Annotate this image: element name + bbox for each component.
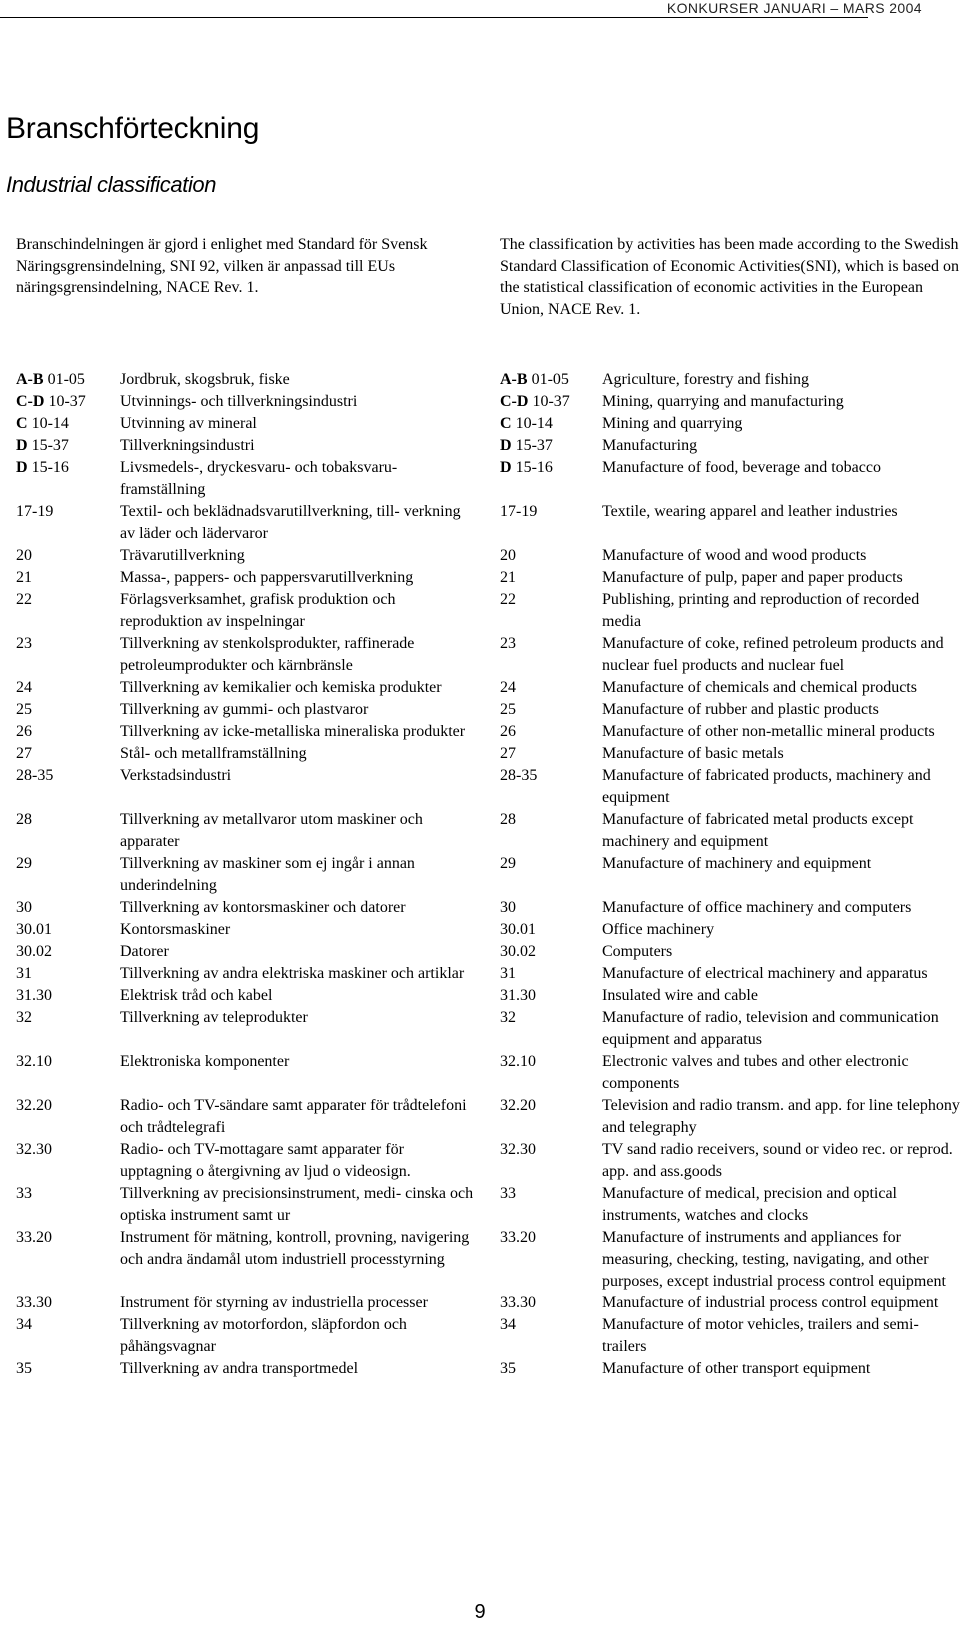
classification-row-sv: [16, 369, 476, 391]
classification-code: [500, 985, 602, 1007]
classification-row-sv: [16, 545, 476, 567]
classification-description: Electronic valves and tubes and other electronic components: [602, 1053, 909, 1092]
classification-description: Instrument för mätning, kontroll, provning, navigering och andra ändamål utom industriell processtyrning: [120, 1229, 470, 1268]
classification-row-en: [500, 1183, 960, 1227]
code-letter: A-B: [500, 371, 528, 388]
classification-row-sv: [16, 809, 476, 853]
code-number: 23: [16, 635, 32, 652]
classification-description: Tillverkning av kemikalier och kemiska produkter: [120, 679, 442, 696]
code-number: 30.02: [500, 943, 536, 960]
code-number: 10-37: [48, 393, 86, 410]
code-number: 27: [16, 745, 32, 762]
code-number: 28-35: [16, 767, 54, 784]
classification-description: Manufacture of medical, precision and optical instruments, watches and clocks: [602, 1185, 897, 1224]
classification-description: Instrument för styrning av industriella processer: [120, 1294, 428, 1311]
code-number: 31: [16, 965, 32, 982]
classification-code: [16, 853, 120, 897]
classification-code: [500, 1183, 602, 1227]
code-number: 15-16: [31, 459, 69, 476]
classification-code: [500, 743, 602, 765]
classification-description: Utvinning av mineral: [120, 415, 257, 432]
classification-code: [16, 985, 120, 1007]
classification-code: [500, 567, 602, 589]
code-number: 30.01: [16, 921, 52, 938]
classification-description: Tillverkning av motorfordon, släpfordon och påhängsvagnar: [120, 1316, 407, 1355]
code-number: 32.30: [16, 1141, 52, 1158]
page-number: 9: [474, 1601, 486, 1623]
classification-description: Elektrisk tråd och kabel: [120, 987, 273, 1004]
classification-code: [16, 1051, 120, 1095]
classification-code: [500, 853, 602, 897]
code-number: 31.30: [500, 987, 536, 1004]
classification-code: [16, 369, 120, 391]
classification-code: [500, 457, 602, 501]
code-number: 15-37: [515, 437, 553, 454]
classification-code: [16, 435, 120, 457]
classification-description: Manufacture of motor vehicles, trailers and semi-trailers: [602, 1316, 919, 1355]
classification-row-en: [500, 721, 960, 743]
code-number: 25: [500, 701, 516, 718]
code-number: 01-05: [47, 371, 85, 388]
classification-row-en: [500, 413, 960, 435]
classification-description: Manufacture of industrial process control equipment: [602, 1294, 939, 1311]
classification-description: Massa-, pappers- och pappersvarutillverkning: [120, 569, 414, 586]
classification-code: [16, 1183, 120, 1227]
classification-code: [16, 1139, 120, 1183]
code-number: 22: [500, 591, 516, 608]
code-number: 30.01: [500, 921, 536, 938]
code-number: 33.20: [500, 1229, 536, 1246]
classification-row-en: [500, 809, 960, 853]
classification-code: [16, 567, 120, 589]
classification-row-sv: [16, 1007, 476, 1051]
classification-row-en: [500, 963, 960, 985]
classification-description: Mining and quarrying: [602, 415, 743, 432]
classification-row-en: [500, 435, 960, 457]
code-number: 30.02: [16, 943, 52, 960]
code-number: 20: [500, 547, 516, 564]
code-letter: D: [16, 459, 28, 476]
classification-description: Manufacture of fabricated metal products except machinery and equipment: [602, 811, 914, 850]
classification-description: Manufacture of other non-metallic mineral products: [602, 723, 935, 740]
classification-row-en: [500, 1292, 960, 1314]
classification-description: Computers: [602, 943, 673, 960]
classification-code: [500, 1314, 602, 1358]
code-number: 28: [16, 811, 32, 828]
classification-code: [500, 1095, 602, 1139]
code-number: 32: [16, 1009, 32, 1026]
classification-description: Publishing, printing and reproduction of recorded media: [602, 591, 920, 630]
header-rule: [0, 17, 868, 18]
code-number: 35: [16, 1360, 32, 1377]
classification-row-sv: [16, 1358, 476, 1380]
classification-description: Verkstadsindustri: [120, 767, 232, 784]
classification-code: [16, 1227, 120, 1292]
code-letter: D: [500, 459, 512, 476]
classification-description: Tillverkning av metallvaror utom maskiner och apparater: [120, 811, 423, 850]
classification-row-sv: [16, 589, 476, 633]
code-letter: C-D: [16, 393, 45, 410]
classification-description: Tillverkning av teleprodukter: [120, 1009, 308, 1026]
code-number: 33.20: [16, 1229, 52, 1246]
classification-code: [500, 369, 602, 391]
code-letter: D: [16, 437, 28, 454]
classification-description: Tillverkning av icke-metalliska mineraliska produkter: [120, 723, 466, 740]
classification-code: [16, 919, 120, 941]
classification-description: Elektroniska komponenter: [120, 1053, 290, 1070]
classification-description: Tillverkning av andra transportmedel: [120, 1360, 359, 1377]
code-number: 17-19: [500, 503, 538, 520]
code-number: 35: [500, 1360, 516, 1377]
classification-row-sv: [16, 435, 476, 457]
classification-code: [500, 1227, 602, 1292]
classification-description: Textil- och beklädnadsvarutillverkning, till- verkning av läder och lädervaror: [120, 503, 461, 542]
classification-description: Office machinery: [602, 921, 715, 938]
classification-description: Radio- och TV-mottagare samt apparater för upptagning o återgivning av ljud o videosign.: [120, 1141, 411, 1180]
classification-row-en: [500, 1314, 960, 1358]
code-letter: A-B: [16, 371, 44, 388]
classification-code: [16, 743, 120, 765]
code-number: 24: [500, 679, 516, 696]
classification-code: [500, 1051, 602, 1095]
classification-row-sv: [16, 1227, 476, 1292]
classification-code: [16, 633, 120, 677]
classification-code: [16, 897, 120, 919]
code-number: 33: [500, 1185, 516, 1202]
code-letter: D: [500, 437, 512, 454]
classification-description: Manufacture of machinery and equipment: [602, 855, 872, 872]
classification-row-sv: [16, 1292, 476, 1314]
code-number: 15-16: [515, 459, 553, 476]
code-number: 32: [500, 1009, 516, 1026]
classification-row-en: [500, 897, 960, 919]
classification-row-en: [500, 853, 960, 897]
code-number: 29: [500, 855, 516, 872]
code-number: 10-14: [31, 415, 69, 432]
classification-row-sv: [16, 853, 476, 897]
classification-description: Trävarutillverkning: [120, 547, 245, 564]
classification-row-sv: [16, 1139, 476, 1183]
classification-row-sv: [16, 1051, 476, 1095]
code-number: 10-14: [515, 415, 553, 432]
classification-row-en: [500, 677, 960, 699]
classification-row-sv: [16, 633, 476, 677]
classification-description: Stål- och metallframställning: [120, 745, 307, 762]
classification-description: Tillverkningsindustri: [120, 437, 255, 454]
code-number: 30: [500, 899, 516, 916]
classification-code: [16, 721, 120, 743]
classification-code: [16, 941, 120, 963]
classification-row-sv: [16, 1183, 476, 1227]
classification-description: Manufacture of food, beverage and tobacco: [602, 459, 881, 476]
classification-description: Agriculture, forestry and fishing: [602, 371, 810, 388]
code-number: 32.10: [500, 1053, 536, 1070]
classification-description: Tillverkning av stenkolsprodukter, raffinerade petroleumprodukter och kärnbränsle: [120, 635, 415, 674]
classification-code: [16, 589, 120, 633]
classification-row-sv: [16, 963, 476, 985]
classification-code: [500, 1007, 602, 1051]
classification-description: Datorer: [120, 943, 169, 960]
classification-description: Manufacture of basic metals: [602, 745, 784, 762]
code-number: 01-05: [531, 371, 569, 388]
code-number: 33.30: [16, 1294, 52, 1311]
classification-code: [500, 1139, 602, 1183]
code-number: 24: [16, 679, 32, 696]
code-number: 28-35: [500, 767, 538, 784]
code-number: 32.30: [500, 1141, 536, 1158]
classification-row-sv: [16, 721, 476, 743]
classification-row-en: [500, 1139, 960, 1183]
classification-code: [500, 413, 602, 435]
classification-description: Radio- och TV-sändare samt apparater för trådtelefoni och trådtelegrafi: [120, 1097, 467, 1136]
code-number: 31.30: [16, 987, 52, 1004]
classification-description: Jordbruk, skogsbruk, fiske: [120, 371, 290, 388]
classification-code: [16, 545, 120, 567]
code-number: 27: [500, 745, 516, 762]
classification-code: [500, 963, 602, 985]
classification-list-swedish: [16, 369, 476, 1380]
classification-code: [500, 589, 602, 633]
classification-row-sv: [16, 897, 476, 919]
classification-description: Manufacture of wood and wood products: [602, 547, 867, 564]
code-number: 26: [500, 723, 516, 740]
classification-row-en: [500, 919, 960, 941]
classification-code: [16, 1314, 120, 1358]
classification-row-sv: [16, 1095, 476, 1139]
code-letter: C: [500, 415, 512, 432]
classification-code: [16, 765, 120, 809]
classification-row-en: [500, 369, 960, 391]
classification-description: Tillverkning av kontorsmaskiner och datorer: [120, 899, 406, 916]
code-number: 33.30: [500, 1294, 536, 1311]
classification-code: [16, 391, 120, 413]
classification-row-sv: [16, 413, 476, 435]
classification-code: [500, 699, 602, 721]
classification-description: Tillverkning av andra elektriska maskiner och artiklar: [120, 965, 465, 982]
classification-row-sv: [16, 457, 476, 501]
classification-code: [16, 699, 120, 721]
classification-row-sv: [16, 699, 476, 721]
classification-code: [500, 1292, 602, 1314]
code-letter: C: [16, 415, 28, 432]
classification-code: [16, 809, 120, 853]
intro-swedish: Branschindelningen är gjord i enlighet med Standard för Svensk Näringsgrensindelning, SNI 92, vilken är anpassad till EUs näringsgrensindelning, NACE Rev. 1.: [16, 236, 428, 296]
classification-row-sv: [16, 743, 476, 765]
code-number: 32.20: [500, 1097, 536, 1114]
page-subtitle: Industrial classification: [6, 172, 217, 197]
classification-row-en: [500, 567, 960, 589]
classification-description: Manufacture of other transport equipment: [602, 1360, 871, 1377]
code-number: 32.10: [16, 1053, 52, 1070]
classification-description: TV sand radio receivers, sound or video rec. or reprod. app. and ass.goods: [602, 1141, 953, 1180]
code-number: 21: [16, 569, 32, 586]
classification-description: Utvinnings- och tillverkningsindustri: [120, 393, 358, 410]
classification-code: [500, 897, 602, 919]
classification-code: [500, 1358, 602, 1380]
classification-description: Manufacture of fabricated products, machinery and equipment: [602, 767, 931, 806]
classification-row-sv: [16, 919, 476, 941]
classification-description: Manufacture of office machinery and computers: [602, 899, 912, 916]
classification-row-sv: [16, 985, 476, 1007]
classification-list-english: [500, 369, 960, 1380]
classification-row-en: [500, 985, 960, 1007]
classification-code: [500, 435, 602, 457]
classification-code: [16, 677, 120, 699]
classification-description: Television and radio transm. and app. for line telephony and telegraphy: [602, 1097, 960, 1136]
classification-row-en: [500, 765, 960, 809]
classification-row-en: [500, 1007, 960, 1051]
classification-description: Manufacture of radio, television and communication equipment and apparatus: [602, 1009, 939, 1048]
classification-row-en: [500, 1227, 960, 1292]
classification-code: [500, 391, 602, 413]
running-header: KONKURSER JANUARI – MARS 2004: [666, 0, 922, 16]
classification-description: Tillverkning av precisionsinstrument, medi- cinska och optiska instrument samt ur: [120, 1185, 474, 1224]
classification-code: [500, 919, 602, 941]
classification-row-en: [500, 501, 960, 545]
code-number: 28: [500, 811, 516, 828]
code-letter: C-D: [500, 393, 529, 410]
classification-description: Förlagsverksamhet, grafisk produktion och reproduktion av inspelningar: [120, 591, 396, 630]
code-number: 29: [16, 855, 32, 872]
classification-code: [16, 1007, 120, 1051]
code-number: 21: [500, 569, 516, 586]
code-number: 34: [16, 1316, 32, 1333]
classification-row-en: [500, 699, 960, 721]
code-number: 23: [500, 635, 516, 652]
classification-row-sv: [16, 677, 476, 699]
classification-code: [500, 721, 602, 743]
code-number: 32.20: [16, 1097, 52, 1114]
classification-row-sv: [16, 1314, 476, 1358]
classification-code: [500, 809, 602, 853]
classification-row-en: [500, 743, 960, 765]
code-number: 10-37: [532, 393, 570, 410]
classification-row-sv: [16, 765, 476, 809]
classification-row-en: [500, 941, 960, 963]
code-number: 34: [500, 1316, 516, 1333]
classification-description: Tillverkning av gummi- och plastvaror: [120, 701, 369, 718]
classification-row-en: [500, 545, 960, 567]
classification-description: Tillverkning av maskiner som ej ingår i annan underindelning: [120, 855, 415, 894]
classification-description: Manufacture of pulp, paper and paper products: [602, 569, 903, 586]
classification-row-sv: [16, 501, 476, 545]
classification-row-en: [500, 589, 960, 633]
classification-description: Manufacture of rubber and plastic products: [602, 701, 879, 718]
code-number: 25: [16, 701, 32, 718]
classification-row-sv: [16, 391, 476, 413]
classification-description: Manufacture of instruments and appliances for measuring, checking, testing, navigating, and other purposes, except industrial process control equipment: [602, 1229, 946, 1290]
code-number: 31: [500, 965, 516, 982]
classification-code: [16, 963, 120, 985]
classification-row-en: [500, 1358, 960, 1380]
classification-code: [16, 501, 120, 545]
classification-description: Manufacture of electrical machinery and apparatus: [602, 965, 928, 982]
classification-row-en: [500, 1095, 960, 1139]
classification-code: [500, 941, 602, 963]
classification-row-sv: [16, 941, 476, 963]
classification-code: [500, 633, 602, 677]
code-number: 15-37: [31, 437, 69, 454]
classification-description: Insulated wire and cable: [602, 987, 758, 1004]
classification-code: [16, 1095, 120, 1139]
classification-description: Livsmedels-, dryckesvaru- och tobaksvaru- framställning: [120, 459, 398, 498]
classification-code: [500, 765, 602, 809]
classification-row-en: [500, 1051, 960, 1095]
classification-row-en: [500, 633, 960, 677]
classification-code: [16, 457, 120, 501]
classification-code: [500, 501, 602, 545]
code-number: 26: [16, 723, 32, 740]
code-number: 22: [16, 591, 32, 608]
classification-code: [16, 1358, 120, 1380]
classification-code: [16, 1292, 120, 1314]
classification-description: Mining, quarrying and manufacturing: [602, 393, 844, 410]
code-number: 17-19: [16, 503, 54, 520]
page-title: Branschförteckning: [6, 112, 260, 145]
classification-description: Textile, wearing apparel and leather industries: [602, 503, 898, 520]
classification-description: Manufacture of coke, refined petroleum products and nuclear fuel products and nuclear fuel: [602, 635, 944, 674]
code-number: 30: [16, 899, 32, 916]
intro-english: The classification by activities has been made according to the Swedish Standard Classification of Economic Activities(SNI), which is based on the statistical classification of economic activities in the European Union, NACE Rev. 1.: [500, 236, 960, 318]
classification-code: [16, 413, 120, 435]
classification-row-en: [500, 457, 960, 501]
classification-row-en: [500, 391, 960, 413]
code-number: 33: [16, 1185, 32, 1202]
classification-description: Kontorsmaskiner: [120, 921, 231, 938]
classification-code: [500, 677, 602, 699]
classification-description: Manufacture of chemicals and chemical products: [602, 679, 917, 696]
classification-row-sv: [16, 567, 476, 589]
classification-code: [500, 545, 602, 567]
code-number: 20: [16, 547, 32, 564]
classification-description: Manufacturing: [602, 437, 698, 454]
